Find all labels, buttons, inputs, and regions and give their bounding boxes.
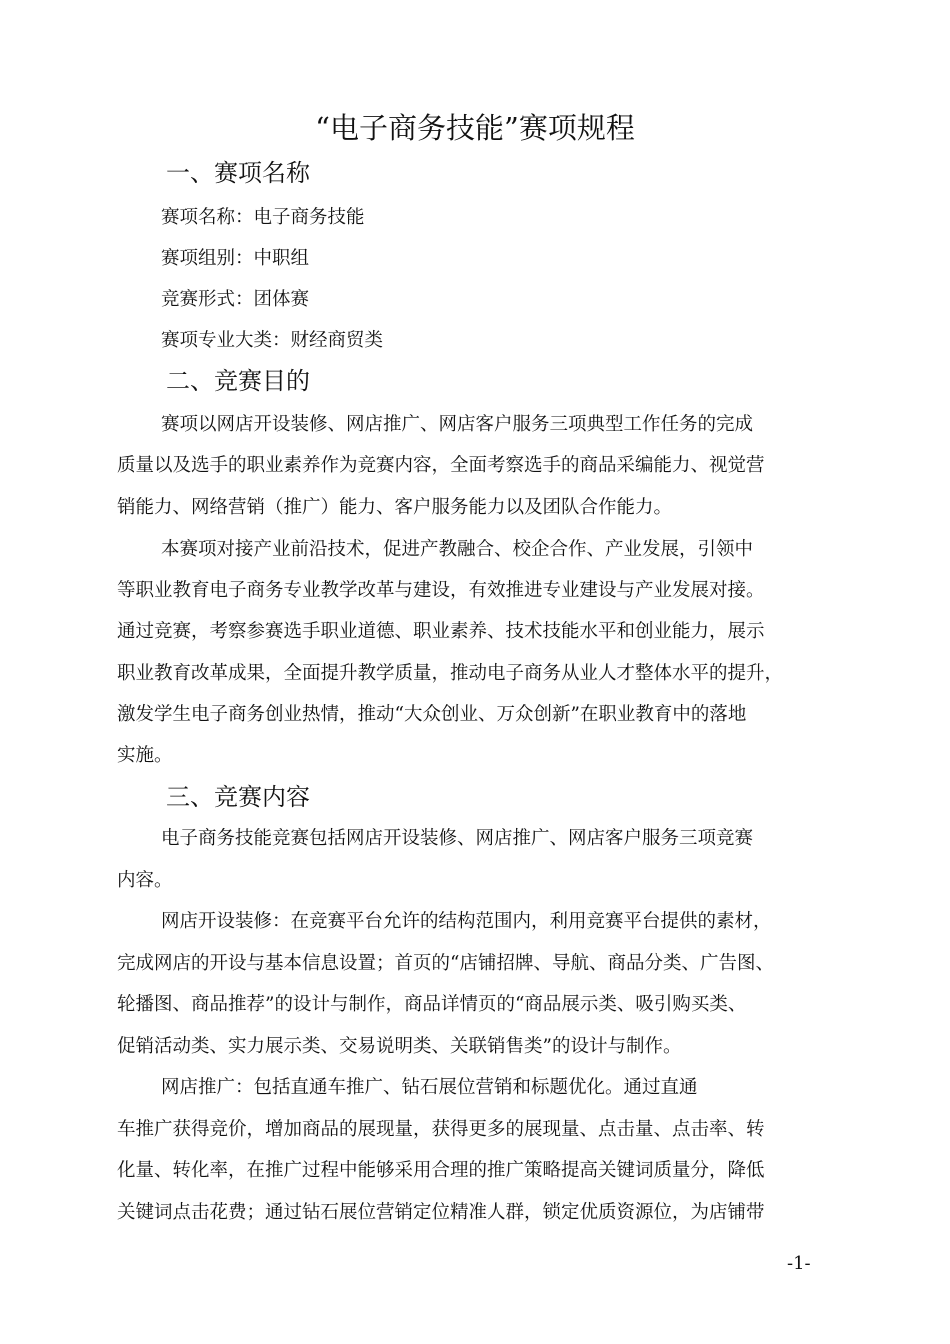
text-line: 轮播图、商品推荐”的设计与制作，商品详情页的“商品展示类、吸引购买类、 — [117, 994, 747, 1015]
text-line: 激发学生电子商务创业热情，推动“大众创业、万众创新”在职业教育中的落地 — [117, 704, 747, 725]
text-line: 内容。 — [117, 870, 173, 891]
text-line: 网店开设装修：在竞赛平台允许的结构范围内，利用竞赛平台提供的素材， — [161, 911, 772, 932]
section-heading-1: 一、赛项名称 — [166, 159, 310, 187]
text-line: 关键词点击花费；通过钻石展位营销定位精准人群，锁定优质资源位，为店铺带 — [117, 1202, 765, 1223]
text-line: 实施。 — [117, 745, 173, 766]
text-line: 化量、转化率，在推广过程中能够采用合理的推广策略提高关键词质量分，降低 — [117, 1160, 765, 1181]
text-line: 职业教育改革成果，全面提升教学质量，推动电子商务从业人才整体水平的提升， — [117, 663, 784, 684]
text-line: 销能力、网络营销（推广）能力、客户服务能力以及团队合作能力。 — [117, 497, 673, 518]
text-line: 等职业教育电子商务专业教学改革与建设，有效推进专业建设与产业发展对接。 — [117, 580, 765, 601]
text-line: 车推广获得竞价，增加商品的展现量，获得更多的展现量、点击量、点击率、转 — [117, 1119, 765, 1140]
text-line: 赛项组别：中职组 — [161, 248, 310, 269]
text-line: 网店推广：包括直通车推广、钻石展位营销和标题优化。通过直通 — [161, 1077, 698, 1098]
text-line: 通过竞赛，考察参赛选手职业道德、职业素养、技术技能水平和创业能力，展示 — [117, 621, 765, 642]
text-line: 赛项以网店开设装修、网店推广、网店客户服务三项典型工作任务的完成 — [161, 414, 754, 435]
text-line: 赛项名称：电子商务技能 — [161, 207, 365, 228]
text-line: 电子商务技能竞赛包括网店开设装修、网店推广、网店客户服务三项竞赛 — [161, 828, 754, 849]
text-line: 促销活动类、实力展示类、交易说明类、关联销售类”的设计与制作。 — [117, 1036, 682, 1057]
section-heading-3: 三、竞赛内容 — [166, 783, 310, 811]
document-title: “电子商务技能”赛项规程 — [315, 111, 635, 145]
text-line: 竞赛形式：团体赛 — [161, 289, 310, 310]
text-line: 完成网店的开设与基本信息设置；首页的“店铺招牌、导航、商品分类、广告图、 — [117, 953, 774, 974]
section-heading-2: 二、竞赛目的 — [166, 367, 310, 395]
page-number: -1- — [787, 1253, 811, 1274]
text-line: 本赛项对接产业前沿技术，促进产教融合、校企合作、产业发展，引领中 — [161, 539, 754, 560]
text-line: 质量以及选手的职业素养作为竞赛内容，全面考察选手的商品采编能力、视觉营 — [117, 455, 765, 476]
text-line: 赛项专业大类：财经商贸类 — [161, 330, 384, 351]
